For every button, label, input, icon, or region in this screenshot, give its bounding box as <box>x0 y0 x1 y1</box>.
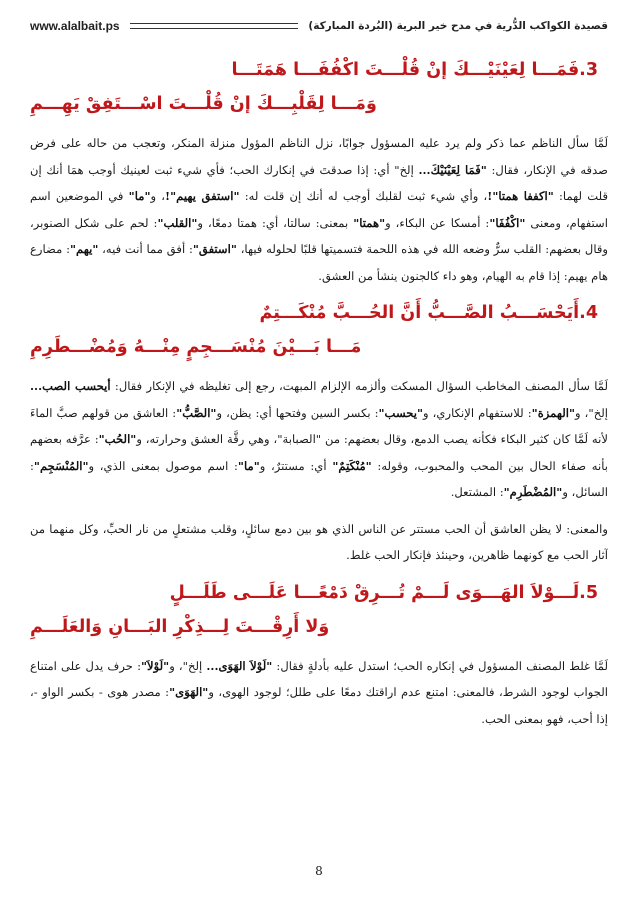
highlighted-term: "استفق يهيم"! <box>165 189 240 203</box>
text-run: : مضارع هام يهيم: إذا قام به الهيام، وهو داء كالجنون ينشأ من العشق. <box>30 242 608 283</box>
text-run: لَمَّا سأل الناظم عما ذكر ولم يرد عليه المسؤول جوابًا، نزل الناظم المؤول منزلة المنكر، وتعجب من حاله على فرض صدقه في الإنكار، فقال: <box>30 136 608 177</box>
verse-number: 5. <box>579 582 598 603</box>
text-run: ، و <box>150 189 166 203</box>
verse-text: لَـــوْلاَ الهَـــوَى لَـــمْ تُـــرِقْ دَمْعًـــا عَلَـــى طَلَـــلٍ <box>169 582 580 603</box>
text-run: بمعنى: سالتا، أي: همتا دمعًا، و <box>197 215 354 230</box>
highlighted-term: "ما" <box>128 189 151 203</box>
highlighted-term: "القلب" <box>157 215 198 230</box>
verse-number: 4. <box>579 303 598 323</box>
text-run: : عرَّفه بعضهم بأنه صفاء الحال بين المحب والمحبوب، وقوله: <box>30 432 608 473</box>
text-run: لَمَّا غلط المصنف المسؤول في إنكاره الحب؛ استدل عليه بأدلةٍ فقال: <box>272 658 608 673</box>
highlighted-term: "لَوْلاَ" <box>141 658 170 673</box>
highlighted-term: "اكْفُفَا" <box>489 215 526 230</box>
highlighted-term: "مُنْكَتِمٌ" <box>332 458 372 473</box>
text-run: : بكسر السين وفتحها أي: يظن، و <box>216 405 379 420</box>
verse-text: فَمَـــا لِعَيْنَيْـــكَ إنْ قُلْـــتَ اكْفُفَـــا هَمَتَـــا <box>231 60 580 80</box>
verse-number: 3. <box>579 60 598 80</box>
highlighted-term: أيحسب الصب... <box>30 379 111 393</box>
text-run: والمعنى: لا يظن العاشق أن الحب مستتر عن الناس الذي هو بين دمع سائلٍ، وقلب مشتعلٍ من نار الحبِّ، وكل منهما من آثار الحب مع كونهما ظاهرين، وحينئذ فإنكار الحب غلط. <box>30 521 608 562</box>
page-number: 8 <box>315 864 323 878</box>
highlighted-term: "يهم" <box>70 242 99 256</box>
text-run: : السائل، و <box>30 458 608 499</box>
highlighted-term: "يحسب" <box>378 405 424 420</box>
highlighted-term: "الهَوَى" <box>169 685 209 699</box>
text-run: : مصدر هوى - بكسر الواو -، إذا أحب، فهو بمعنى الحب. <box>30 685 608 726</box>
verse-second-hemistich: وَلا أَرِقْـــتَ لِـــذِكْرِ البَـــانِ وَالعَلَـــمِ <box>30 616 330 637</box>
highlighted-term: "استفق" <box>192 242 237 256</box>
header-title: قصيدة الكواكب الدُّرية في مدح خير البرية (البُردة المباركة) <box>308 20 608 32</box>
text-run: إلخ"، و <box>575 405 608 420</box>
verse-first-hemistich <box>30 56 608 84</box>
commentary-paragraph <box>30 373 608 506</box>
site-url: www.alalbait.ps <box>30 19 120 33</box>
commentary-paragraph <box>30 130 608 289</box>
verse-first-hemistich <box>30 299 608 327</box>
highlighted-term: "المُضْطَرِم" <box>503 485 563 499</box>
text-run: : لحم على شكل الصنوبر، وقال بعضهم: القلب سرٌّ وضعه الله في هذه اللحمة فتسميتها قلبًا لحلوله فيها، <box>30 215 608 256</box>
header-rule <box>130 23 299 29</box>
text-run: في الموضعين اسم استفهام، ومعنى <box>30 189 608 230</box>
verse-first-hemistich <box>30 579 608 607</box>
main-content <box>30 52 608 862</box>
verse-second-hemistich: مَـــا بَـــيْنَ مُنْسَـــجِمٍ مِنْـــهُ وَمُضْـــطَرِمِ <box>30 337 362 357</box>
verse-second-hemistich: وَمَـــا لِقَلْبِـــكَ إنْ قُلْـــتَ اسْـــتَفِقْ يَهِـــمِ <box>30 94 377 114</box>
highlighted-term: "فَمَا لِعَيْنَيْكَ... <box>418 162 487 177</box>
text-run: : أمسكا عن البكاء، و <box>385 215 490 230</box>
text-run: أي: مستترٌ، و <box>259 458 333 473</box>
text-run: : حرف يدل على امتناع الجواب لوجود الشرط، فالمعنى: امتنع عدم اراقتك دمعًا على طلل؛ لوجود الهوى، و <box>30 658 608 699</box>
verse-text: أَيَحْسَـــبُ الصَّـــبُّ أَنَّ الحُـــبَّ مُنْكَـــتِمٌ <box>259 303 580 323</box>
highlighted-term: "همتا" <box>353 215 386 230</box>
commentary-paragraph <box>30 653 608 733</box>
commentary-paragraph <box>30 516 608 569</box>
highlighted-term: "لَوْلاَ الهَوَى... <box>206 658 273 673</box>
text-run: : اسم موصول بمعنى الذي، و <box>88 458 238 473</box>
highlighted-term: "الحُب" <box>98 432 137 446</box>
text-run: : المشتعل. <box>450 485 504 499</box>
text-run: ، وأي شيء ثبت لقلبك أوجب له أنك إن قلت له: <box>239 189 488 203</box>
page-header <box>30 14 608 38</box>
highlighted-term: "الهمزة" <box>531 405 576 420</box>
text-run: لَمَّا سأل المصنف المخاطب السؤال المسكت وألزمه الإلزام المبهت، رجع إلى تغليظه في الإنكار فقال: <box>110 379 608 393</box>
highlighted-term: "ما" <box>237 458 260 473</box>
text-run: إلخ" أي: إذا صدقتَ في إنكارك الحب؛ فأي شيء ثبت لعينيك أوجب همَا أنك إن قلت لهما: <box>30 162 608 203</box>
highlighted-term: "اكففا همتا"! <box>487 189 554 203</box>
highlighted-term: "الصَّبُّ" <box>176 405 217 420</box>
text-run: : للاستفهام الإنكاري، و <box>423 405 532 420</box>
highlighted-term: "المُنْسَجِم" <box>33 458 89 473</box>
text-run: : العاشق من قولهم صبَّ الماءَ لأنه لَمَّا كان كثير البكاء فكأنه يصب الدمع، وقال بعضهم: من "الصبابة"، وهي رقَّة العشق وحرارته، و <box>30 405 608 446</box>
text-run: : أفق مما أنت فيه، <box>98 242 193 256</box>
text-run: إلخ"، و <box>169 658 207 673</box>
